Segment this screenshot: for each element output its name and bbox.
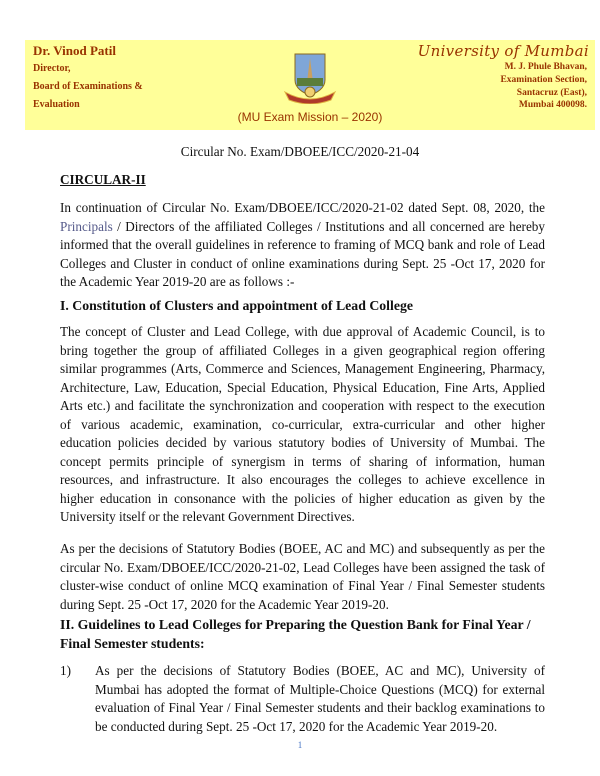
paragraph-line: cluster-wise conduct of online MCQ examination of Final Year / Final Semester students [60,578,545,593]
paragraph-line: be conducted during Sept. 25 -Oct 17, 2020 for the Academic Year 2019-20. [95,718,498,734]
circular-title: CIRCULAR-II [60,172,146,187]
paragraph-line: circular No. Exam/DBOEE/ICC/2020-21-02, Lead Colleges have been assigned the task of [60,559,545,575]
paragraph-line: during Sept. 25 -Oct 17, 2020 for the Academic Year 2019-20. [60,596,389,612]
letterhead [25,40,595,130]
paragraph-line: concept permits principle of synergism in terms of sharing of information, human [60,453,545,469]
paragraph-line: As per the decisions of Statutory Bodies (BOEE, AC and MC), University of [95,663,545,678]
paragraph-line: similar programmes (Arts, Commerce and Sciences, Management Engineering, Pharmacy, [60,361,545,376]
paragraph-line: University itself or the relevant Government Directives. [60,509,355,524]
address-line: M. J. Phule Bhavan, [504,62,587,72]
director-title: Director, [33,63,71,74]
principals-word: Principals [60,219,113,234]
section-2-heading-cont: Final Semester students: [60,636,205,651]
address-line: Examination Section, [500,75,587,85]
paragraph-line: Arts etc.) and facilitate the synchronization and cooperation with respect to the execution [60,398,545,413]
intro-line: informed that the overall guidelines in reference to framing of MCQ bank and role of Lead [60,237,545,252]
paragraph-line: Architecture, Law, Education, Special Education, Physical Education, Fine Arts, Applied [60,379,545,395]
university-crest-logo [283,52,337,104]
page-number: 1 [297,740,303,750]
director-name: Dr. Vinod Patil [33,43,116,58]
director-board: Board of Examinations & [33,81,143,92]
paragraph-line: higher education in consonance with the policies of higher education as given by the [60,490,545,506]
paragraph-line: evaluation of Final Year / Final Semester students and their backlog examinations to [95,700,545,715]
section-1-heading: I. Constitution of Clusters and appointment of Lead College [60,298,413,313]
paragraph-line: bring together the group of affiliated Colleges in a given geographical region offering [60,342,545,358]
paragraph-line: The concept of Cluster and Lead College, with due approval of Academic Council, is to [60,324,545,339]
exam-mission-tagline: (MU Exam Mission – 2020) [237,110,383,124]
paragraph-line: Mumbai has adopted the format of Multiple-Choice Questions (MCQ) for external [95,681,545,697]
list-number: 1) [60,663,71,678]
intro-line [60,219,545,235]
intro-line-rest: / Directors of the affiliated Colleges / Institutions and all concerned are hereby [112,219,545,234]
paragraph-line: resources, and infrastructure. It also encourages the colleges to achieve excellence in [60,472,545,487]
address-line: Santacruz (East), [516,88,587,98]
paragraph-line: education policies decided by various statutory bodies of University of Mumbai. The [60,435,545,450]
paragraph-line: of various academic, examination, co-curricular, extra-curricular and other higher [60,416,545,432]
director-evaluation: Evaluation [33,99,80,110]
university-name: University of Mumbai [417,42,589,60]
intro-line: the Academic Year 2019-20 are as follows :- [60,274,295,289]
section-2-heading: II. Guidelines to Lead Colleges for Preparing the Question Bank for Final Year / [60,617,531,632]
circular-number: Circular No. Exam/DBOEE/ICC/2020-21-04 [180,144,420,159]
intro-line: In continuation of Circular No. Exam/DBOEE/ICC/2020-21-02 dated Sept. 08, 2020, the [60,200,545,215]
intro-line: Colleges and Cluster in conduct of online examinations during Sept. 25 -Oct 17, 2020 for [60,256,545,271]
paragraph-line: As per the decisions of Statutory Bodies (BOEE, AC and MC) and subsequently as per the [60,541,545,556]
address-line: Mumbai 400098. [518,100,587,110]
